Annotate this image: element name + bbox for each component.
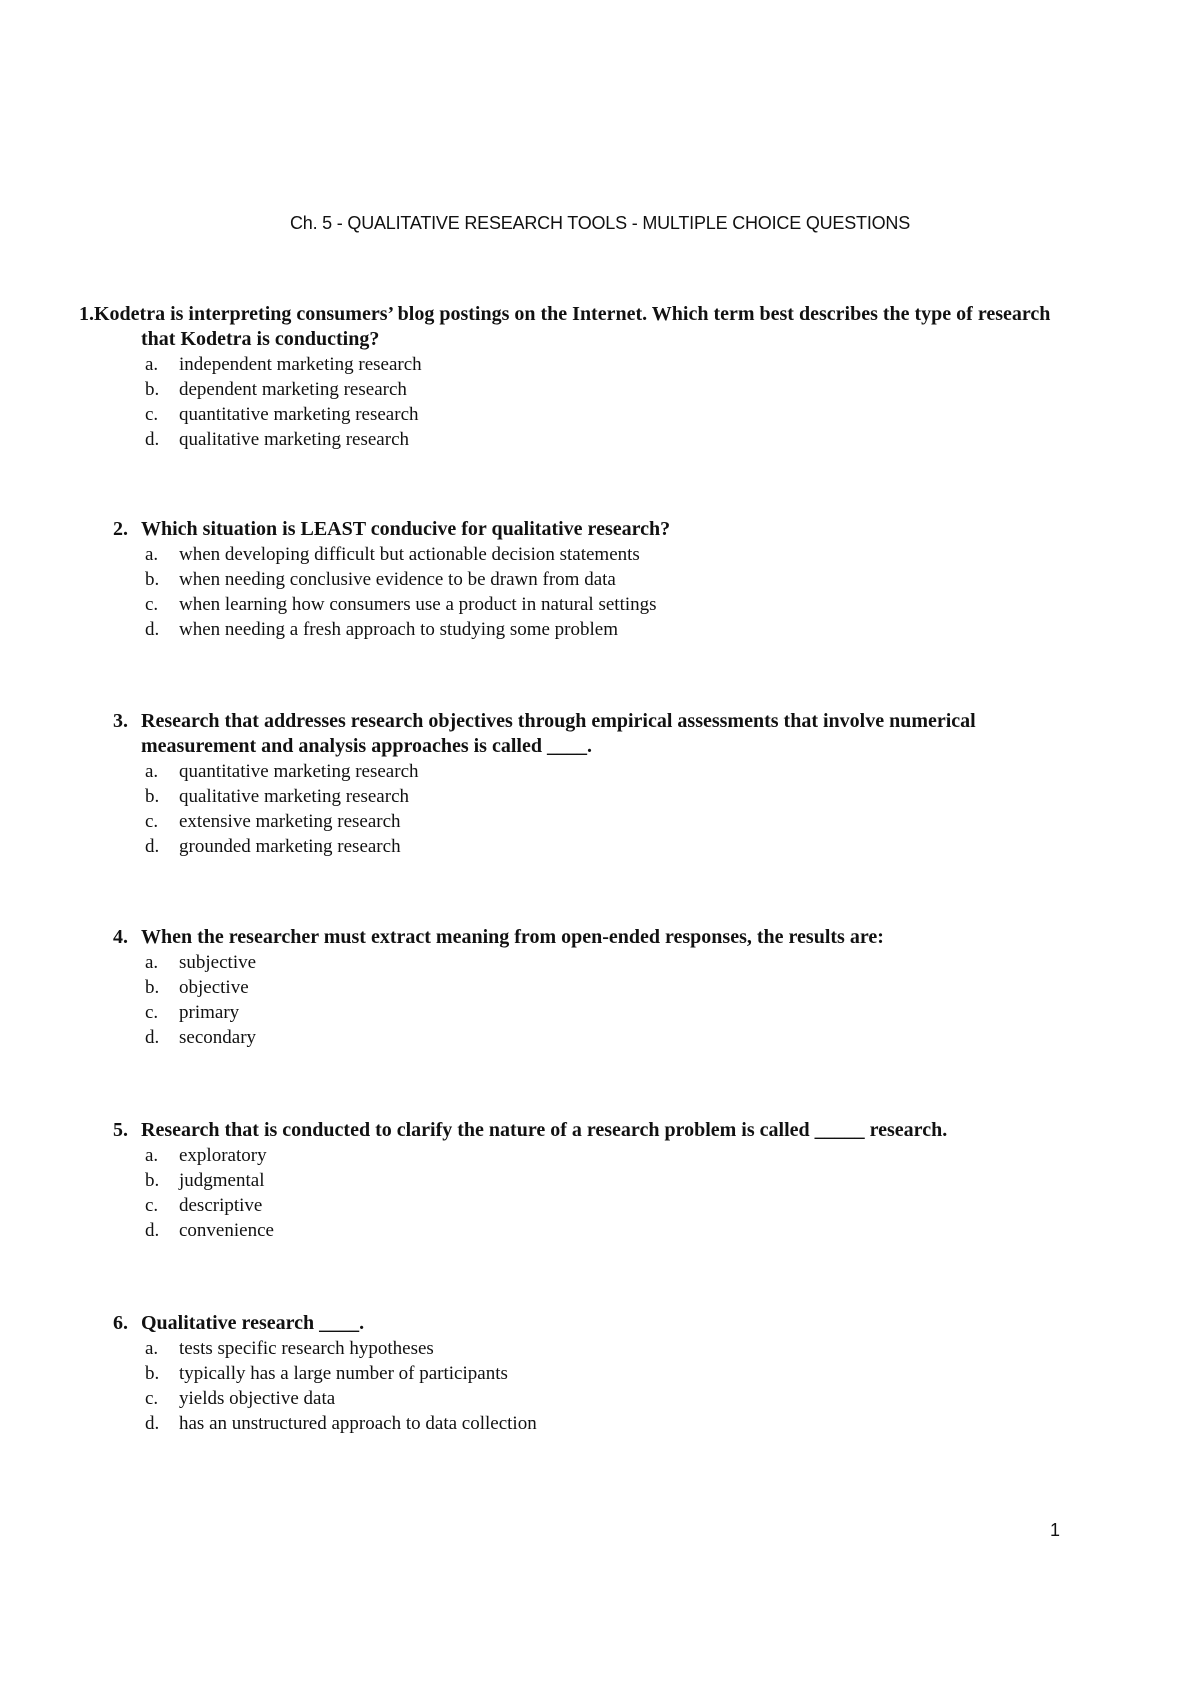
option-letter: b. (145, 569, 160, 590)
option-letter: d. (145, 619, 160, 640)
option-text: dependent marketing research (179, 379, 407, 400)
option-text: primary (179, 1002, 240, 1023)
option-text: extensive marketing research (179, 811, 401, 832)
option-a (0, 1143, 1200, 1168)
option-a (0, 759, 1200, 784)
option-b (0, 1361, 1200, 1386)
option-letter: a. (145, 952, 159, 973)
option-a (0, 950, 1200, 975)
option-text: objective (179, 977, 249, 998)
option-letter: d. (145, 836, 160, 857)
question-1 (0, 302, 1200, 452)
option-text: qualitative marketing research (179, 429, 410, 450)
option-c (0, 592, 1200, 617)
question-4 (0, 925, 1200, 1050)
option-d (0, 1025, 1200, 1050)
option-a (0, 542, 1200, 567)
option-letter: a. (145, 544, 159, 565)
option-d (0, 1218, 1200, 1243)
question-number: 3. (113, 710, 128, 732)
question-number: 4. (113, 926, 128, 948)
option-letter: d. (145, 1027, 160, 1048)
option-letter: b. (145, 1170, 160, 1191)
option-text: grounded marketing research (179, 836, 401, 857)
option-a (0, 352, 1200, 377)
option-text: when needing conclusive evidence to be drawn from data (179, 569, 616, 590)
option-c (0, 1386, 1200, 1411)
option-text: when learning how consumers use a product in natural settings (179, 594, 657, 615)
option-letter: b. (145, 786, 160, 807)
question-stem (0, 302, 1200, 352)
option-letter: d. (145, 1220, 160, 1241)
option-b (0, 1168, 1200, 1193)
option-text: has an unstructured approach to data collection (179, 1413, 537, 1434)
option-b (0, 377, 1200, 402)
question-number: 2. (113, 518, 128, 540)
question-stem (0, 1118, 1200, 1143)
question-stem (0, 1311, 1200, 1336)
answer-options (0, 950, 1200, 1050)
option-text: quantitative marketing research (179, 761, 419, 782)
question-number: 1. (79, 303, 94, 325)
option-letter: c. (145, 1195, 159, 1216)
option-text: quantitative marketing research (179, 404, 419, 425)
option-letter: c. (145, 594, 159, 615)
question-text: 1.Kodetra is interpreting consumers’ blog postings on the Internet. Which term best describes the type of research that Kodetra is conducting? (79, 303, 1051, 350)
option-d (0, 1411, 1200, 1436)
option-letter: c. (145, 1002, 159, 1023)
option-c (0, 1193, 1200, 1218)
question-number: 6. (113, 1312, 128, 1334)
option-b (0, 567, 1200, 592)
question-text: Qualitative research ____. (141, 1312, 365, 1334)
option-text: subjective (179, 952, 257, 973)
page-title: Ch. 5 - QUALITATIVE RESEARCH TOOLS - MULTIPLE CHOICE QUESTIONS (289, 213, 911, 233)
question-stem (0, 517, 1200, 542)
option-d (0, 834, 1200, 859)
question-text: When the researcher must extract meaning from open-ended responses, the results are: (141, 926, 884, 948)
option-text: exploratory (179, 1145, 267, 1166)
option-letter: c. (145, 1388, 159, 1409)
option-c (0, 402, 1200, 427)
question-text: Research that addresses research objectives through empirical assessments that involve numerical measurement and analysis approaches is called ____. (141, 710, 976, 757)
option-d (0, 617, 1200, 642)
option-b (0, 784, 1200, 809)
question-5 (0, 1118, 1200, 1243)
option-letter: b. (145, 977, 160, 998)
option-letter: c. (145, 404, 159, 425)
answer-options (0, 542, 1200, 642)
option-text: when developing difficult but actionable decision statements (179, 544, 640, 565)
option-letter: a. (145, 761, 159, 782)
option-a (0, 1336, 1200, 1361)
question-2 (0, 517, 1200, 642)
option-c (0, 1000, 1200, 1025)
question-stem (0, 709, 1200, 759)
question-text: Research that is conducted to clarify the nature of a research problem is called _____ research. (141, 1119, 948, 1141)
question-3 (0, 709, 1200, 859)
option-letter: b. (145, 1363, 160, 1384)
option-letter: b. (145, 379, 160, 400)
option-text: descriptive (179, 1195, 263, 1216)
option-text: independent marketing research (179, 354, 422, 375)
answer-options (0, 759, 1200, 859)
option-text: when needing a fresh approach to studying some problem (179, 619, 618, 640)
option-letter: d. (145, 429, 160, 450)
option-text: convenience (179, 1220, 274, 1241)
option-letter: a. (145, 1145, 159, 1166)
question-number: 5. (113, 1119, 128, 1141)
option-text: typically has a large number of participants (179, 1363, 508, 1384)
option-text: yields objective data (179, 1388, 336, 1409)
option-text: qualitative marketing research (179, 786, 410, 807)
option-text: tests specific research hypotheses (179, 1338, 434, 1359)
option-letter: c. (145, 811, 159, 832)
option-letter: a. (145, 354, 159, 375)
option-letter: a. (145, 1338, 159, 1359)
answer-options (0, 1336, 1200, 1436)
answer-options (0, 352, 1200, 452)
question-stem (0, 925, 1200, 950)
option-letter: d. (145, 1413, 160, 1434)
option-b (0, 975, 1200, 1000)
option-c (0, 809, 1200, 834)
page-number: 1 (1050, 1520, 1061, 1540)
option-text: secondary (179, 1027, 257, 1048)
question-6 (0, 1311, 1200, 1436)
question-text: Which situation is LEAST conducive for qualitative research? (141, 518, 671, 540)
option-d (0, 427, 1200, 452)
answer-options (0, 1143, 1200, 1243)
option-text: judgmental (179, 1170, 265, 1191)
